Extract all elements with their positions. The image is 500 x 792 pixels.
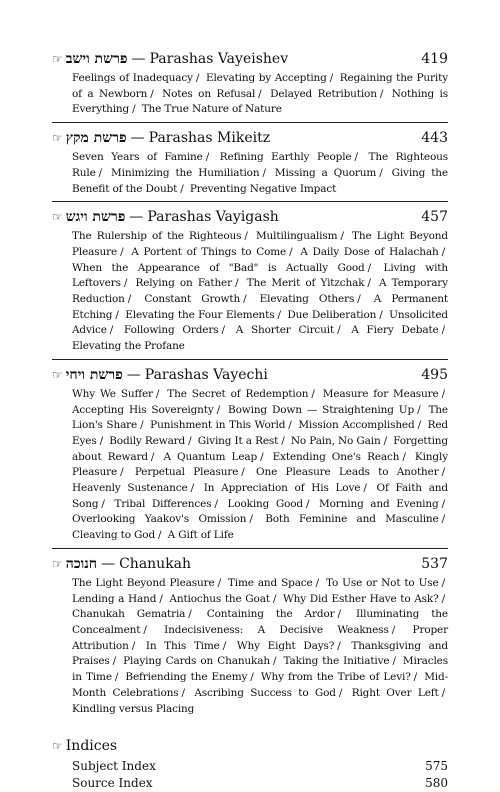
topic-item: Why Eight Days?	[236, 639, 335, 652]
topic-item: Following Orders	[124, 324, 219, 337]
topic-item: The Secret of Redemption	[167, 387, 309, 400]
section-page-number: 443	[421, 130, 448, 147]
topic-separator: /	[441, 245, 445, 258]
topic-item: Why from the Tribe of Levi?	[260, 671, 411, 684]
topic-item: Red Eyes	[72, 419, 448, 447]
topic-item: Overlooking Yaakov's Omission	[72, 513, 247, 526]
topic-item: Lending a Hand	[72, 592, 157, 605]
topic-separator: /	[109, 324, 114, 337]
topics-paragraph	[72, 229, 448, 355]
topic-separator: /	[150, 450, 155, 463]
topic-separator: /	[441, 497, 445, 510]
topic-item: A Quantum Leap	[163, 450, 258, 463]
topic-separator: /	[235, 277, 239, 290]
topic-item: Antiochus the Goat	[169, 592, 270, 605]
topic-item: Giving It a Rest	[197, 434, 279, 447]
topic-separator: /	[337, 608, 341, 621]
topic-item: A Permanent Etching	[72, 293, 448, 321]
topic-separator: /	[120, 245, 124, 258]
topic-item: Elevating Others	[259, 293, 355, 306]
topic-separator: /	[140, 419, 144, 432]
hebrew-title: פרשת ויגש	[65, 209, 126, 226]
topic-item: Befriending the Enemy	[125, 671, 248, 684]
hand-pointer-icon: ☞	[52, 556, 63, 571]
toc-section	[52, 50, 448, 123]
section-divider	[52, 201, 448, 202]
topic-separator: /	[155, 387, 160, 400]
topic-item: Refining Earthly People	[219, 151, 352, 164]
topic-item: A Gift of Life	[167, 529, 234, 542]
topic-separator: /	[277, 308, 281, 321]
topic-item: No Pain, No Gain	[290, 434, 381, 447]
topic-separator: /	[441, 592, 445, 605]
topic-item: Kingly Pleasure	[72, 450, 448, 479]
topic-separator: /	[143, 623, 147, 636]
topic-item: Time and Space	[227, 576, 313, 589]
hand-pointer-icon: ☞	[52, 367, 63, 382]
topic-item: Mid-Month Celebrations	[72, 671, 448, 699]
topic-separator: /	[195, 72, 200, 84]
topic-item: The Righteous Rule	[72, 151, 448, 179]
topic-item: Ascribing Success to God	[194, 686, 336, 699]
topic-item: The Lion's Share	[72, 403, 448, 432]
hebrew-title: חנוכה	[65, 555, 98, 572]
index-page-number: 575	[425, 759, 448, 774]
topic-item: Cleaving to God	[72, 529, 156, 542]
topic-item: Thanksgiving and Praises	[72, 639, 448, 668]
topic-item: In This Time	[145, 639, 220, 652]
topics-paragraph	[72, 576, 448, 717]
topic-separator: /	[258, 87, 262, 100]
topic-item: The Light Beyond Pleasure	[72, 576, 215, 589]
topic-separator: /	[441, 387, 445, 400]
indices-title: Indices	[65, 738, 118, 755]
topic-separator: /	[132, 103, 136, 116]
topic-separator: /	[150, 87, 154, 100]
topic-item: Both Feminine and Masculine	[265, 513, 439, 526]
section-page-number: 457	[421, 209, 448, 226]
topic-separator: /	[367, 261, 372, 274]
topic-item: Chanukah Gematria	[72, 608, 186, 621]
topic-separator: /	[441, 686, 445, 699]
topic-item: In Appreciation of His Love	[203, 482, 361, 495]
topic-item: Accepting His Sovereignty	[72, 403, 214, 416]
topic-item: Punishment in This World	[150, 419, 286, 432]
topic-item: Elevating by Accepting	[205, 72, 327, 84]
topic-separator: /	[306, 497, 310, 510]
topic-separator: /	[244, 230, 248, 243]
topic-separator: /	[441, 513, 445, 526]
topic-separator: /	[188, 434, 192, 447]
topic-separator: /	[288, 419, 292, 432]
section-heading[interactable]	[52, 129, 448, 147]
topic-item: Playing Cards on Chanukah	[123, 655, 270, 668]
topic-separator: /	[243, 293, 247, 306]
topic-item: Extending One's Reach	[272, 450, 400, 463]
topic-item: Due Deliberation	[287, 308, 377, 321]
topic-item: The Light Beyond Pleasure	[72, 230, 448, 258]
topic-item: A Shorter Circuit	[235, 324, 335, 337]
hand-pointer-icon: ☞	[52, 131, 63, 146]
hand-pointer-icon: ☞	[52, 210, 63, 225]
topic-item: Looking Good	[227, 497, 304, 510]
topic-item: Heavenly Sustenance	[72, 482, 188, 495]
topic-item: Seven Years of Famine	[72, 151, 203, 164]
topic-separator: /	[262, 166, 266, 179]
index-label: Subject Index	[72, 759, 156, 774]
topic-separator: /	[379, 87, 384, 100]
topic-separator: /	[217, 576, 221, 589]
topic-separator: /	[123, 277, 128, 290]
section-heading[interactable]	[52, 208, 448, 226]
topic-separator: /	[99, 434, 103, 447]
title-dash: —	[130, 130, 145, 147]
index-entry[interactable]	[72, 758, 448, 775]
topic-item: Minimizing the Humiliation	[111, 166, 260, 179]
topic-separator: /	[214, 497, 218, 510]
topic-item: Missing a Quorum	[274, 166, 377, 179]
topic-separator: /	[311, 387, 315, 400]
topic-separator: /	[158, 529, 162, 542]
topic-item: Of Faith and Song	[72, 482, 448, 510]
topic-separator: /	[289, 245, 293, 258]
topic-separator: /	[249, 513, 253, 526]
topic-item: Unsolicited Advice	[72, 308, 448, 337]
topic-separator: /	[159, 592, 163, 605]
topic-separator: /	[120, 466, 124, 479]
section-heading-left	[52, 50, 288, 68]
topic-separator: /	[417, 419, 421, 432]
title-dash: —	[101, 555, 116, 572]
hand-pointer-icon: ☞	[52, 739, 63, 754]
topic-separator: /	[363, 482, 367, 495]
topic-separator: /	[216, 403, 221, 416]
topic-separator: /	[272, 592, 277, 605]
topic-separator: /	[379, 166, 383, 179]
topic-separator: /	[180, 182, 184, 195]
section-page-number: 419	[421, 51, 448, 67]
topic-item: Forgetting about Reward	[72, 434, 448, 463]
index-entry[interactable]	[72, 775, 448, 792]
topic-item: Proper Attribution	[72, 623, 448, 652]
sections-list	[52, 50, 448, 717]
topic-item: Relying on Father	[135, 277, 232, 290]
section-divider	[52, 548, 448, 549]
topic-item: Constant Growth	[144, 293, 241, 306]
section-page-number: 495	[421, 366, 448, 383]
topic-item: A Daily Dose of Halachah	[300, 245, 439, 258]
section-divider	[52, 122, 448, 123]
section-heading[interactable]	[52, 50, 448, 68]
toc-section	[52, 208, 448, 360]
toc-section	[52, 129, 448, 202]
topic-separator: /	[188, 608, 192, 621]
topic-item: Measure for Measure	[322, 387, 439, 400]
topic-separator: /	[241, 466, 245, 479]
topic-separator: /	[402, 450, 406, 463]
indices-heading	[52, 737, 448, 755]
topic-separator: /	[413, 671, 418, 684]
topic-separator: /	[131, 639, 136, 652]
topic-item: Feelings of Inadequacy	[72, 72, 193, 84]
topic-separator: /	[354, 151, 358, 164]
topic-item: Taking the Initiative	[283, 655, 390, 668]
topic-separator: /	[379, 308, 383, 321]
topic-separator: /	[127, 293, 132, 306]
section-heading-left	[52, 129, 270, 147]
title-dash: —	[131, 51, 146, 67]
topic-item: Living with Leftovers	[72, 261, 448, 290]
topic-item: A Portent of Things to Come	[131, 245, 287, 258]
topic-separator: /	[114, 671, 119, 684]
topic-separator: /	[337, 639, 341, 652]
section-heading[interactable]	[52, 366, 448, 384]
section-title: Parashas Vayigash	[147, 209, 279, 226]
index-page-number: 580	[425, 776, 448, 791]
topic-separator: /	[338, 686, 343, 699]
topic-separator: /	[101, 497, 105, 510]
topic-item: Mission Accomplished	[298, 419, 415, 432]
topic-separator: /	[98, 166, 103, 179]
hebrew-title: פרשת ויחי	[65, 366, 123, 383]
topic-item: Giving the Benefit of the Doubt	[72, 166, 448, 195]
section-heading-left	[52, 208, 279, 226]
topic-separator: /	[190, 482, 194, 495]
topic-item: The True Nature of Nature	[141, 103, 282, 116]
topic-item: Bodily Reward	[109, 434, 186, 447]
topic-item: Delayed Retribution	[270, 87, 377, 100]
topic-separator: /	[260, 450, 264, 463]
title-dash: —	[126, 366, 141, 383]
topic-separator: /	[340, 230, 344, 243]
hebrew-title: פרשת וישב	[65, 51, 128, 67]
topic-item: Preventing Negative Impact	[189, 182, 337, 195]
topic-separator: /	[221, 324, 225, 337]
topic-item: The Rulership of the Righteous	[72, 230, 242, 243]
section-page-number: 537	[421, 555, 448, 572]
topic-separator: /	[115, 308, 119, 321]
topic-item: When the Appearance of "Bad" is Actually Good	[72, 261, 365, 274]
topic-item: Illuminating the Concealment	[72, 608, 448, 636]
topic-separator: /	[357, 293, 361, 306]
topic-item: One Pleasure Leads to Another	[256, 466, 439, 479]
topic-item: Kindling versus Placing	[72, 702, 195, 715]
table-of-contents	[52, 50, 448, 792]
section-heading-left	[52, 366, 268, 384]
topic-separator: /	[337, 324, 341, 337]
topic-item: Regaining the Purity of a Newborn	[72, 72, 448, 100]
topics-paragraph	[72, 71, 448, 118]
topic-item: Elevating the Profane	[72, 340, 185, 353]
section-divider	[52, 359, 448, 360]
topic-item: Elevating the Four Elements	[125, 308, 275, 321]
topic-separator: /	[222, 639, 227, 652]
topic-item: Containing the Ardor	[206, 608, 335, 621]
toc-section	[52, 366, 448, 549]
topic-item: Indecisiveness: A Decisive Weakness	[164, 623, 389, 636]
topic-item: Multilingualism	[255, 230, 338, 243]
title-dash: —	[129, 209, 144, 226]
topic-separator: /	[392, 655, 396, 668]
section-heading[interactable]	[52, 555, 448, 573]
topic-separator: /	[367, 277, 371, 290]
topic-separator: /	[273, 655, 277, 668]
topic-item: Nothing is Everything	[72, 87, 448, 116]
topic-item: Right Over Left	[351, 686, 439, 699]
topic-separator: /	[315, 576, 319, 589]
section-title: Parashas Vayeishev	[149, 51, 289, 67]
topic-separator: /	[441, 324, 445, 337]
toc-section	[52, 555, 448, 717]
topic-separator: /	[329, 72, 334, 84]
topics-paragraph	[72, 150, 448, 197]
topic-item: A Temporary Reduction	[72, 277, 448, 306]
topics-paragraph	[72, 387, 448, 544]
section-title: Parashas Mikeitz	[148, 130, 271, 147]
topic-item: Why Did Esther Have to Ask?	[282, 592, 439, 605]
topic-separator: /	[205, 151, 210, 164]
index-label: Source Index	[72, 776, 153, 791]
topic-item: To Use or Not to Use	[325, 576, 439, 589]
topic-item: Morning and Evening	[319, 497, 439, 510]
topic-separator: /	[181, 686, 185, 699]
topic-item: Why We Suffer	[72, 387, 153, 400]
topic-item: Perpetual Pleasure	[134, 466, 239, 479]
topic-item: Miracles in Time	[72, 655, 448, 684]
topic-separator: /	[417, 403, 421, 416]
hebrew-title: פרשת מקץ	[65, 130, 127, 147]
topic-separator: /	[383, 434, 387, 447]
topic-separator: /	[250, 671, 254, 684]
topic-item: A Fiery Debate	[351, 324, 439, 337]
indices-section	[52, 737, 448, 792]
topic-item: Notes on Refusal	[162, 87, 256, 100]
topic-separator: /	[391, 623, 396, 636]
topic-separator: /	[112, 655, 117, 668]
topic-item: Bowing Down — Straightening Up	[228, 403, 415, 416]
section-heading-left	[52, 555, 191, 573]
topic-separator: /	[281, 434, 285, 447]
topic-separator: /	[441, 466, 445, 479]
topic-separator: /	[441, 576, 445, 589]
topic-item: Tribal Differences	[114, 497, 212, 510]
section-title: Chanukah	[119, 555, 192, 572]
section-title: Parashas Vayechi	[144, 366, 268, 383]
topic-item: The Merit of Yitzchak	[246, 277, 365, 290]
hand-pointer-icon: ☞	[52, 52, 63, 66]
